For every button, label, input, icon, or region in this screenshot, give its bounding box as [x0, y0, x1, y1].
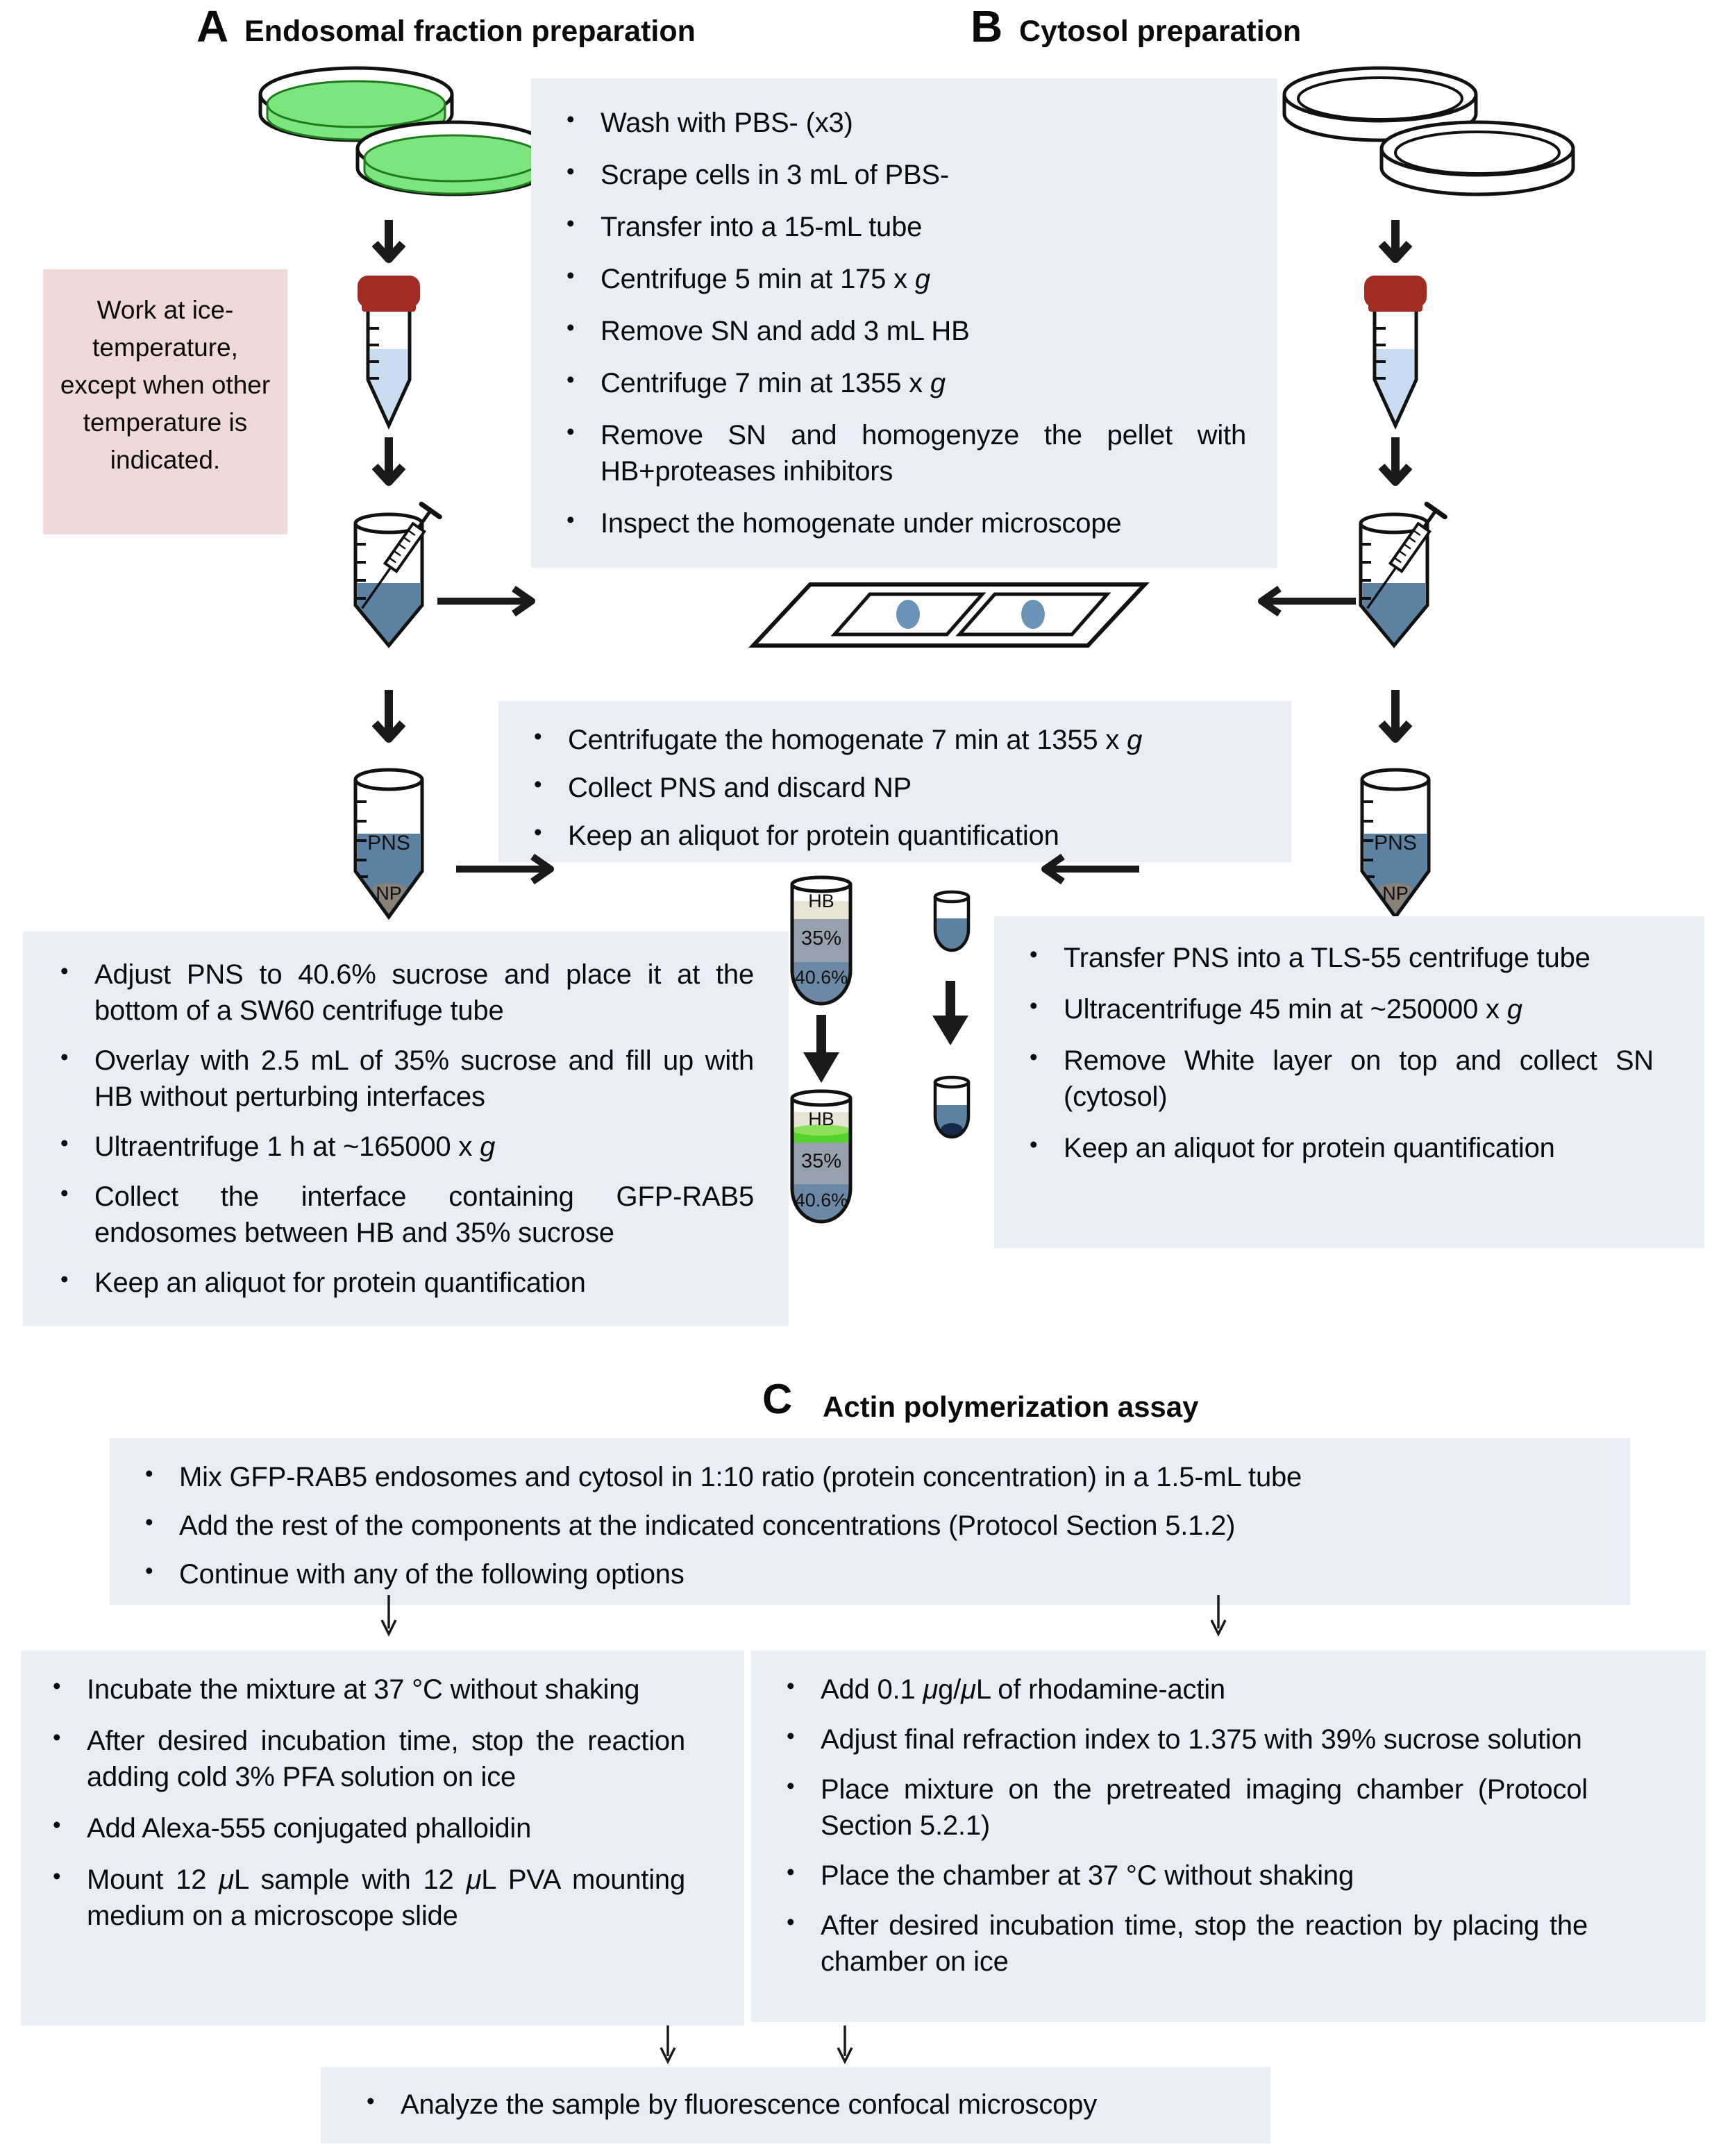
bullet: • — [60, 1044, 69, 1070]
arrow-down-homogenate-a-icon — [369, 689, 408, 758]
list-item — [782, 1721, 1588, 1758]
homogenizer-b-icon — [1352, 501, 1463, 680]
panel-a-title: Endosomal fraction preparation — [244, 15, 696, 48]
list-item — [562, 209, 1246, 245]
list-item — [49, 1862, 685, 1934]
bullet: • — [534, 771, 542, 797]
list-item-text: Keep an aliquot for protein quantification — [94, 1268, 586, 1298]
arrow-down-option-left-icon — [377, 1594, 401, 1640]
sucrose406-label-1: 40.6% — [794, 967, 848, 988]
actin-mix-box — [110, 1438, 1630, 1605]
bullet: • — [787, 1723, 795, 1749]
list-item — [1025, 1043, 1654, 1115]
bullet: • — [566, 314, 575, 340]
bullet: • — [566, 158, 575, 184]
list-item-text: Collect the interface containing GFP-RAB5 endosomes between HB and 35% sucrose — [94, 1181, 754, 1248]
list-item — [562, 505, 1246, 541]
list-item-text: After desired incubation time, stop the reaction by placing the chamber on ice — [821, 1910, 1588, 1977]
hb-label-2: HB — [808, 1109, 834, 1129]
list-item — [562, 105, 1246, 141]
endosome-isolation-box — [23, 932, 789, 1326]
list-item — [49, 1671, 685, 1708]
list-item-text: Adjust PNS to 40.6% sucrose and place it at the bottom of a SW60 centrifuge tube — [94, 959, 754, 1026]
list-item — [530, 818, 1260, 854]
bullet: • — [53, 1724, 61, 1750]
list-item — [56, 1265, 754, 1301]
panel-b-title: Cytosol preparation — [1019, 15, 1302, 48]
homogenate-box — [498, 701, 1291, 862]
microscope-slides-icon — [753, 580, 1149, 650]
bullet: • — [566, 106, 575, 132]
arrow-right-pns-icon — [455, 851, 569, 887]
list-item-text: Ultraentrifuge 1 h at ~165000 x g — [94, 1131, 496, 1162]
bullet: • — [145, 1558, 153, 1583]
list-item — [1025, 940, 1654, 976]
list-item — [530, 770, 1260, 806]
bullet: • — [534, 723, 542, 749]
sucrose35-label-1: 35% — [800, 927, 842, 950]
list-item — [49, 1810, 685, 1846]
list-item-text: Centrifugate the homogenate 7 min at 1355 x g — [568, 725, 1143, 755]
list-item-text: Ultracentrifuge 45 min at ~250000 x g — [1064, 994, 1522, 1025]
list-item — [56, 1179, 754, 1251]
arrow-down-gradient-icon — [802, 1015, 841, 1084]
list-item-text: Overlay with 2.5 mL of 35% sucrose and fill up with HB without perturbing interfaces — [94, 1045, 754, 1112]
cytosol-isolation-box — [994, 916, 1704, 1248]
list-item-text: Mix GFP-RAB5 endosomes and cytosol in 1:10 ratio (protein concentration) in a 1.5-mL tube — [179, 1462, 1302, 1492]
list-item-text: After desired incubation time, stop the reaction adding cold 3% PFA solution on ice — [87, 1726, 685, 1792]
sucrose406-label-2: 40.6% — [794, 1190, 848, 1211]
list-item-text: Collect PNS and discard NP — [568, 773, 912, 803]
bullet: • — [145, 1509, 153, 1535]
white-petri-dishes-icon — [1279, 62, 1578, 222]
bullet: • — [787, 1773, 795, 1799]
list-item-text: Centrifuge 5 min at 175 x g — [601, 264, 930, 294]
imaging-chamber-box — [751, 1651, 1706, 2022]
list-item — [56, 1129, 754, 1165]
fixed-sample-box — [21, 1651, 744, 2026]
list-item — [562, 157, 1246, 193]
list-item — [782, 1671, 1588, 1708]
list-item — [782, 1858, 1588, 1894]
bullet: • — [1030, 1131, 1038, 1157]
list-item — [56, 1043, 754, 1115]
bullet: • — [60, 1266, 69, 1292]
list-item-text: Transfer PNS into a TLS-55 centrifuge tube — [1064, 943, 1590, 973]
list-item-text: Adjust final refraction index to 1.375 with 39% sucrose solution — [821, 1724, 1582, 1755]
arrow-down-analyze-right-icon — [833, 2024, 857, 2067]
falcon-tube-a-icon — [351, 274, 427, 432]
list-item-text: Add Alexa-555 conjugated phalloidin — [87, 1813, 532, 1844]
arrow-down-analyze-left-icon — [656, 2024, 680, 2067]
bullet: • — [53, 1673, 61, 1699]
list-item-text: Analyze the sample by fluorescence confocal microscopy — [401, 2089, 1098, 2120]
bullet: • — [1030, 941, 1038, 967]
arrow-right-to-slides-icon — [436, 583, 551, 619]
falcon-tube-b-icon — [1357, 274, 1434, 432]
list-item — [1025, 991, 1654, 1027]
arrow-down-dishes-a-icon — [369, 219, 408, 276]
list-item-text: Incubate the mixture at 37 °C without shaking — [87, 1674, 640, 1705]
list-item — [141, 1508, 1588, 1544]
bullet: • — [60, 1180, 69, 1206]
list-item-text: Inspect the homogenate under microscope — [601, 508, 1122, 539]
np-label-b: NP — [1382, 883, 1409, 904]
list-item-text: Add the rest of the components at the indicated concentrations (Protocol Section 5.1.2) — [179, 1510, 1236, 1541]
list-item — [562, 365, 1246, 401]
list-item — [530, 722, 1260, 758]
list-item — [562, 313, 1246, 349]
bullet: • — [145, 1460, 153, 1486]
bullet: • — [53, 1812, 61, 1837]
bullet: • — [787, 1673, 795, 1699]
bullet: • — [534, 819, 542, 845]
green-petri-dishes-icon — [255, 62, 554, 222]
list-item-text: Place mixture on the pretreated imaging chamber (Protocol Section 5.2.1) — [821, 1774, 1588, 1841]
bullet: • — [367, 2088, 375, 2114]
list-item-text: Remove SN and add 3 mL HB — [601, 316, 970, 346]
panel-a-letter: A — [196, 1, 229, 51]
panel-b-letter: B — [971, 1, 1003, 51]
tls55-tube-pellet-icon — [930, 1076, 973, 1142]
bullet: • — [1030, 1044, 1038, 1070]
bullet: • — [787, 1859, 795, 1885]
list-item-text: Centrifuge 7 min at 1355 x g — [601, 368, 946, 398]
list-item-text: Keep an aliquot for protein quantification — [1064, 1133, 1555, 1163]
arrow-down-tube-a-icon — [369, 436, 408, 500]
tls55-tube-icon — [930, 891, 973, 954]
bullet: • — [566, 507, 575, 532]
analyze-box — [321, 2067, 1270, 2144]
list-item — [782, 1907, 1588, 1980]
np-label-a: NP — [376, 883, 402, 904]
list-item-text: Wash with PBS- (x3) — [601, 108, 853, 138]
list-item-text: Remove White layer on top and collect SN (cytosol) — [1064, 1045, 1654, 1112]
arrow-down-tube-b-icon — [1376, 436, 1415, 500]
arrow-down-dishes-b-icon — [1376, 219, 1415, 276]
sucrose35-label-2: 35% — [800, 1150, 842, 1172]
list-item-text: Add 0.1 μg/μL of rhodamine-actin — [821, 1674, 1225, 1705]
list-item — [49, 1723, 685, 1795]
hb-label-1: HB — [808, 891, 834, 911]
bullet: • — [53, 1863, 61, 1889]
panel-c-title: Actin polymerization assay — [823, 1390, 1199, 1423]
arrow-down-tls55-icon — [931, 981, 970, 1047]
list-item-text: Mount 12 μL sample with 12 μL PVA mounting medium on a microscope slide — [87, 1864, 686, 1931]
arrow-left-pns-icon — [1026, 851, 1141, 887]
arrow-down-option-right-icon — [1207, 1594, 1230, 1640]
list-item — [1025, 1130, 1654, 1166]
list-item-text: Keep an aliquot for protein quantification — [568, 820, 1059, 851]
list-item — [562, 261, 1246, 297]
bullet: • — [60, 1130, 69, 1156]
list-item-text: Scrape cells in 3 mL of PBS- — [601, 160, 950, 190]
list-item-text: Remove SN and homogenyze the pellet with HB+proteases inhibitors — [601, 420, 1246, 487]
bullet: • — [787, 1909, 795, 1935]
ice-temperature-note: Work at ice-temperature, except when other temperature is indicated. — [43, 269, 287, 534]
list-item-text: Continue with any of the following options — [179, 1559, 685, 1590]
bullet: • — [60, 958, 69, 984]
list-item — [562, 417, 1246, 489]
pns-label-b: PNS — [1374, 832, 1417, 854]
bullet: • — [566, 210, 575, 236]
panel-c-letter: C — [762, 1376, 793, 1422]
pns-label-a: PNS — [367, 832, 410, 854]
arrow-left-to-slides-icon — [1243, 583, 1357, 619]
arrow-down-homogenate-b-icon — [1376, 689, 1415, 758]
list-item-text: Transfer into a 15-mL tube — [601, 212, 923, 242]
bullet: • — [1030, 993, 1038, 1018]
list-item — [782, 1771, 1588, 1844]
list-item — [141, 1556, 1588, 1592]
bullet: • — [566, 419, 575, 444]
list-item — [141, 1459, 1588, 1495]
list-item-text: Place the chamber at 37 °C without shaking — [821, 1860, 1354, 1891]
bullet: • — [566, 367, 575, 392]
bullet: • — [566, 262, 575, 288]
cell-prep-steps-box — [531, 78, 1277, 568]
list-item — [56, 957, 754, 1029]
list-item — [362, 2087, 1243, 2123]
